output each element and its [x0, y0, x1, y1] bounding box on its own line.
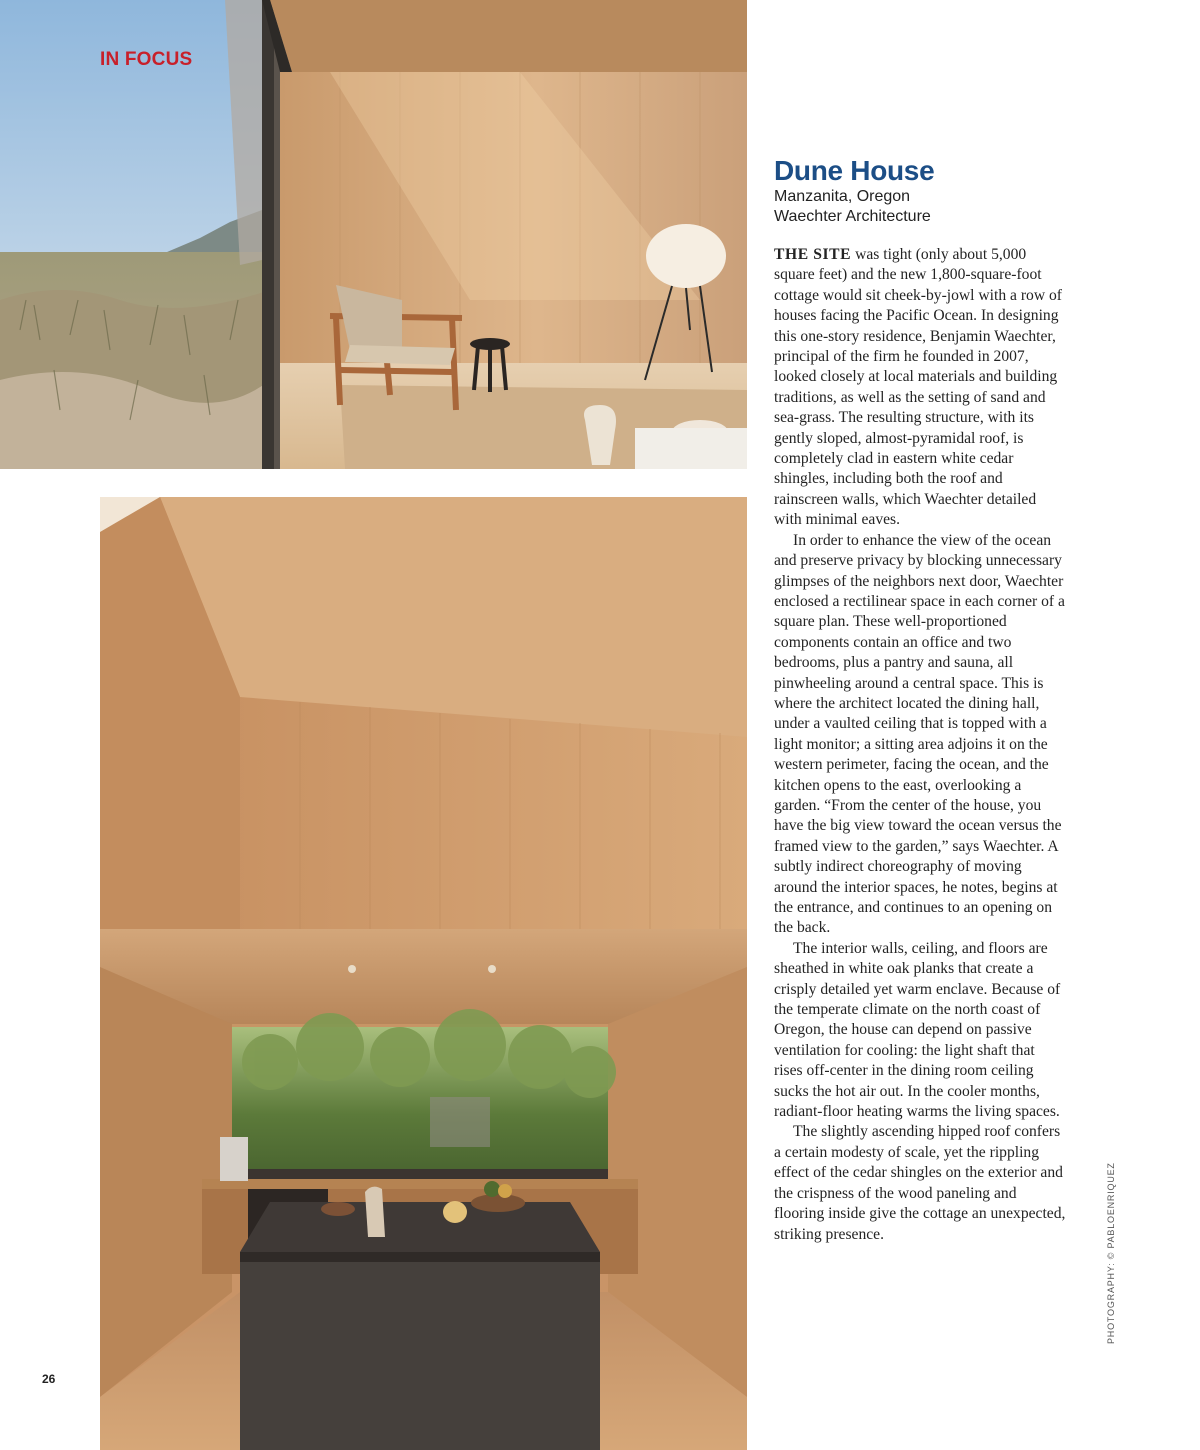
article-body	[774, 245, 1066, 1245]
photo-credit: PHOTOGRAPHY: © PABLOENRIQUEZ	[1106, 1162, 1116, 1344]
paragraph: The interior walls, ceiling, and floors are sheathed in white oak planks that create a crisply detailed yet warm enclave. Because of the temperate climate on the north coast of Oregon, the house can depend on passive ventilation for cooling: the light shaft that rises off-center in the dining room ceiling sucks the hot air out. In the cooler months, radiant-floor heating warms the living spaces.	[774, 939, 1061, 1121]
paragraph-text: was tight (only about 5,000 square feet) and the new 1,800-square-foot cottage would sit cheek-by-jowl with a row of houses facing the Pacific Ocean. In designing this one-story residence, Benjamin Waechter, principal of the firm he founded in 2007, looked closely at local materials and building traditions, as well as the setting of sand and sea-grass. The resulting structure, with its gently sloped, almost-pyramidal roof, is completely clad in eastern white cedar shingles, including both the roof and rainscreen walls, which Waechter detailed with minimal eaves.	[774, 246, 1062, 529]
project-architect: Waechter Architecture	[774, 208, 931, 225]
paragraph: The slightly ascending hipped roof confers a certain modesty of scale, yet the rippling effect of the cedar shingles on the exterior and the crispness of the wood paneling and flooring inside give the cottage an unexpected, striking presence.	[774, 1123, 1066, 1243]
paragraph: In order to enhance the view of the ocean and preserve privacy by blocking unnecessary glimpses of the neighbors next door, Waechter enclosed a rectilinear space in each corner of a square plan. These well-proportioned components contain an office and two bedrooms, plus a pantry and sauna, all pinwheeling around a central space. This is where the architect located the dining hall, under a vaulted ceiling that is topped with a light monitor; a sitting area adjoins it on the western perimeter, facing the ocean, and the kitchen opens to the east, overlooking a garden. “From the center of the house, you have the big view toward the ocean versus the framed view to the garden,” says Waechter. A subtly indirect choreography of moving around the interior spaces, he notes, begins at the entrance, and continues to an opening on the back.	[774, 531, 1065, 937]
page-number: 26	[42, 1372, 56, 1386]
project-location: Manzanita, Oregon	[774, 188, 911, 205]
paragraph	[774, 245, 1066, 531]
article-title: Dune House	[774, 155, 935, 186]
section-tag: IN FOCUS	[100, 49, 193, 70]
article	[774, 155, 1066, 1245]
kitchen-photo	[100, 497, 747, 1450]
lead-in: THE SITE	[774, 246, 852, 263]
